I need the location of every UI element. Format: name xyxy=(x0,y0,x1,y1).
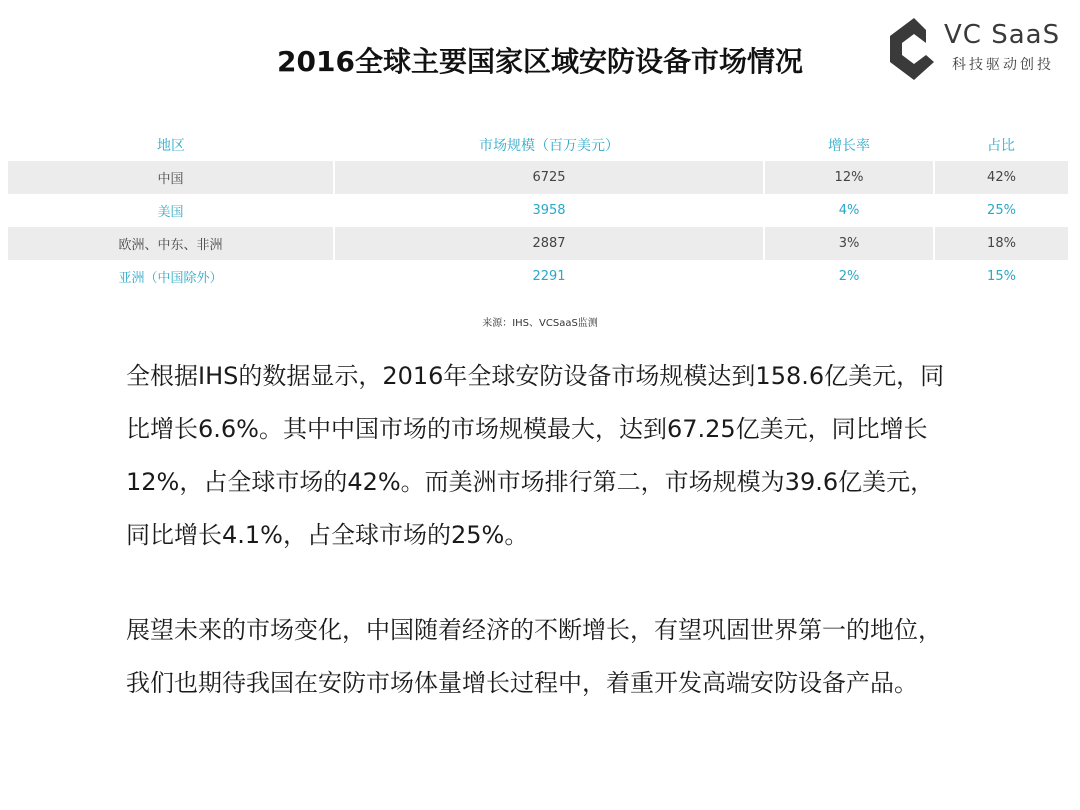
column-header-share: 占比 xyxy=(987,137,1015,154)
body-paragraph: 展望未来的市场变化，中国随着经济的不断增长，有望巩固世界第一的地位，我们也期待我国在安防市场体量增长过程中，着重开发高端安防设备产品。 xyxy=(126,616,942,697)
table-header-row xyxy=(8,128,1068,161)
cell-share: 15% xyxy=(934,260,1068,293)
cell-region: 美国 xyxy=(8,194,334,227)
table-row xyxy=(8,194,1068,227)
source-note: 来源：IHS、VCSaaS监测 xyxy=(482,318,598,329)
cell-growth-rate: 12% xyxy=(764,161,934,194)
cell-share: 18% xyxy=(934,227,1068,260)
table-row xyxy=(8,227,1068,260)
cell-share: 42% xyxy=(934,161,1068,194)
column-header-market-size: 市场规模（百万美元） xyxy=(479,137,619,154)
cell-region: 欧洲、中东、非洲 xyxy=(8,227,334,260)
cell-market-size: 6725 xyxy=(334,161,764,194)
logo-name: VC SaaS xyxy=(944,20,1061,50)
cell-region: 亚洲（中国除外） xyxy=(8,260,334,293)
page-title: 2016全球主要国家区域安防设备市场情况 xyxy=(277,45,803,78)
vc-saas-logo-mark-icon xyxy=(884,16,944,82)
cell-growth-rate: 3% xyxy=(764,227,934,260)
table-row xyxy=(8,161,1068,194)
cell-share: 25% xyxy=(934,194,1068,227)
column-header-growth-rate: 增长率 xyxy=(828,137,870,154)
column-header-region: 地区 xyxy=(157,137,185,154)
cell-region: 中国 xyxy=(8,161,334,194)
brand-logo xyxy=(884,16,1061,86)
body-paragraph: 全根据IHS的数据显示，2016年全球安防设备市场规模达到158.6亿美元，同比增长6.6%。其中中国市场的市场规模最大，达到67.25亿美元，同比增长12%，占全球市场的42%。而美洲市场排行第二，市场规模为39.6亿美元，同比增长4.1%，占全球市场的25%。 xyxy=(126,362,945,549)
cell-growth-rate: 4% xyxy=(764,194,934,227)
cell-market-size: 2887 xyxy=(334,227,764,260)
logo-tagline: 科技驱动创投 xyxy=(952,57,1054,73)
cell-growth-rate: 2% xyxy=(764,260,934,293)
cell-market-size: 2291 xyxy=(334,260,764,293)
cell-market-size: 3958 xyxy=(334,194,764,227)
table-row xyxy=(8,260,1068,293)
market-table xyxy=(8,128,1068,293)
